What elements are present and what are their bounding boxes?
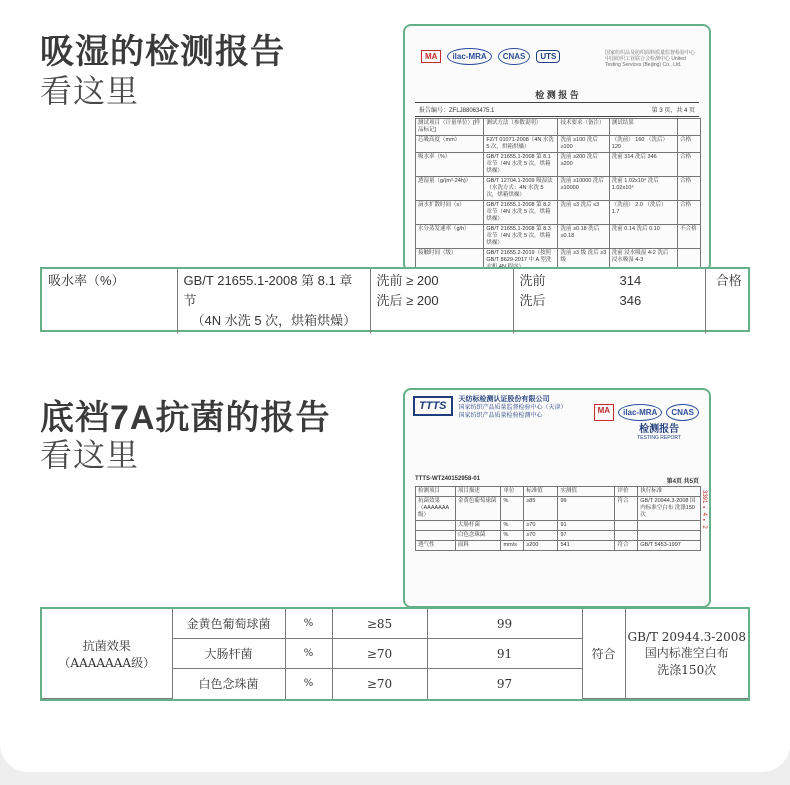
table-cell: GB/T 12704.1-2009 吸湿法（水洗方式：4N 水洗 5 次，烘箱烘燥）: [484, 177, 558, 201]
table-cell: 合格: [678, 136, 701, 153]
table-cell: 透气性: [416, 541, 456, 551]
requirement-after: 洗后 ≥ 200: [376, 293, 439, 308]
unit-cell: %: [285, 639, 332, 669]
zoom-table: [42, 269, 752, 333]
table-row: [416, 497, 701, 521]
table-cell: [615, 531, 638, 541]
ttts-logo: TTTS: [413, 396, 453, 416]
verdict-cell: 合格: [705, 269, 752, 333]
table-cell: GB/T 5453-1997: [638, 541, 701, 551]
table-cell: [638, 531, 701, 541]
table-cell: ≥200: [524, 541, 558, 551]
table-cell: 洗前 1.02x10⁴ 洗后 1.02x10⁴: [609, 177, 677, 201]
result-value: 314: [619, 273, 642, 288]
table-cell: 99: [558, 497, 615, 521]
table-cell: 技术要求（备注）: [558, 119, 609, 136]
org-name-3: 国家纺织产品质量检验检测中心: [458, 413, 543, 419]
table-cell: ≥70: [524, 521, 558, 531]
table-cell: 洗前 ≥0.18 洗后 ≥0.18: [558, 225, 609, 249]
table-cell: 芯吸高度（mm）: [416, 136, 484, 153]
table-cell: GB/T 21655.2-2019（按照 GB/T 8629-2017 中 A 型洗: [484, 249, 558, 273]
table-row: [416, 201, 701, 225]
table-cell: 洗前 浸水吸湿 4-2 洗后 浸水吸湿 4-3: [609, 249, 677, 273]
table-cell: 金黄色葡萄球菌: [455, 497, 501, 521]
table-cell: 测试项目（计量单位）[样品标记]: [416, 119, 484, 136]
section-subtitle: 看这里: [40, 437, 140, 473]
item-name: 抗菌效果: [82, 638, 131, 653]
report-title-cn: 检测报告: [639, 424, 680, 435]
report-title-en: TESTING REPORT: [637, 435, 681, 441]
table-row: [416, 225, 701, 249]
report-table: [415, 118, 701, 272]
report-header: [413, 396, 567, 420]
item-cell: 吸水率（%）: [42, 269, 177, 333]
table-cell: GB/T 20944.3-2008 国内标准空白布 洗涤150次: [638, 497, 701, 521]
report-meta: [415, 102, 699, 117]
table-cell: 透湿量（g/(m²·24h)）: [416, 177, 484, 201]
method-cell: [177, 269, 370, 333]
requirement-before: 洗前 ≥ 200: [376, 273, 439, 288]
method-text: GB/T 21655.1-2008 第 8.1 章: [183, 273, 353, 288]
ilac-logo: ilac-MRA: [447, 48, 491, 65]
table-cell: 标准值: [524, 487, 558, 497]
table-cell: 水分蒸发速率（g/h）: [416, 225, 484, 249]
table-cell: 单位: [501, 487, 524, 497]
report-title: 检 测 报 告: [535, 90, 579, 100]
cnas-logo: CNAS: [666, 404, 699, 421]
table-cell: 评价: [615, 487, 638, 497]
table-cell: 接触时间（级）: [416, 249, 484, 273]
table-cell: %: [501, 531, 524, 541]
table-cell: 洗前 0.14 洗后 0.10: [609, 225, 677, 249]
table-row: [416, 177, 701, 201]
certification-logos: [594, 404, 699, 421]
table-cell: 97: [558, 531, 615, 541]
table-cell: 检测项目: [416, 487, 456, 497]
table-cell: ≥70: [524, 531, 558, 541]
table-cell: 541: [558, 541, 615, 551]
section-subtitle: 看这里: [40, 73, 140, 109]
standard-desc: 国内标准空白布: [644, 645, 729, 660]
result-before-row: [520, 271, 699, 291]
table-cell: 实测值: [558, 487, 615, 497]
table-cell: 洗前 ≥10000 洗后 ≥10000: [558, 177, 609, 201]
table-cell: 洗前 ≥100 洗后 ≥100: [558, 136, 609, 153]
table-cell: 合格: [678, 201, 701, 225]
table-row: [416, 521, 701, 531]
table-cell: [638, 521, 701, 531]
table-row: [416, 531, 701, 541]
standard-cell: [625, 609, 748, 699]
organism-cell: 大肠杆菌: [172, 639, 285, 669]
item-grade: （AAAAAAA级）: [58, 655, 156, 670]
report-number: TTTS-WT240152958-01: [415, 476, 481, 482]
table-header: [416, 487, 701, 497]
org-name-2: 国家纺织产品质量监督检验中心（天津）: [458, 405, 567, 411]
table-cell: （洗前） 2.0 （洗后） 1.7: [609, 201, 677, 225]
table-cell: 执行标准: [638, 487, 701, 497]
table-cell: 测试方法（参数说明）: [484, 119, 558, 136]
table-row: [416, 153, 701, 177]
ma-logo: MA: [594, 404, 614, 421]
cnas-logo: CNAS: [498, 48, 531, 65]
table-cell: FZ/T 01071-2008（4N 水洗 5 次，烘箱烘燥）: [484, 136, 558, 153]
item-cell: [42, 609, 172, 699]
table-cell: 符合: [615, 497, 638, 521]
unit-cell: %: [285, 669, 332, 699]
table-row: [416, 136, 701, 153]
table-row: [42, 609, 748, 639]
table-header: [416, 119, 701, 136]
zoom-table: [42, 609, 748, 699]
table-cell: 测试结果: [609, 119, 677, 136]
table-cell: 洗前 ≥3 级 洗后 ≥3 级: [558, 249, 609, 273]
report-title: [637, 420, 681, 441]
table-cell: 合格: [678, 177, 701, 201]
zoomed-table-row: [40, 267, 750, 332]
side-stamp: 3391 ▪ 4 ▪ 2: [701, 490, 707, 529]
standard-value-cell: ≥70: [332, 639, 427, 669]
table-cell: 合格: [678, 153, 701, 177]
report-page: 第4页 共5页: [666, 479, 699, 485]
report-page: 第 3 页，共 4 页: [651, 108, 695, 114]
report-thumbnail: [403, 24, 711, 272]
result-label: 洗后: [519, 293, 546, 308]
table-cell: 滴水扩散时间（s）: [416, 201, 484, 225]
table-cell: GB/T 21655.1-2008 第 8.1 章节（4N 水洗 5 次，烘箱烘燥）: [484, 153, 558, 177]
zoomed-table: [40, 607, 750, 701]
table-row: [42, 269, 752, 333]
ma-logo: MA: [421, 50, 441, 63]
verdict-cell: 符合: [582, 609, 625, 699]
table-cell: [678, 119, 701, 136]
table-cell: [615, 521, 638, 531]
measured-value-cell: 91: [427, 639, 582, 669]
table-cell: %: [501, 497, 524, 521]
measured-value-cell: 99: [427, 609, 582, 639]
section-title: 吸湿的检测报告: [40, 33, 285, 71]
table-cell: 抗菌效果（AAAAAAA级）: [416, 497, 456, 521]
table-cell: ≥85: [524, 497, 558, 521]
table-cell: mm/s: [501, 541, 524, 551]
table-cell: 91: [558, 521, 615, 531]
report-table: [415, 486, 701, 551]
table-cell: 项目描述: [455, 487, 501, 497]
table-cell: GB/T 21655.1-2008 第 8.2 章节（4N 水洗 5 次，烘箱烘燥）: [484, 201, 558, 225]
table-cell: 洗前 ≥200 洗后 ≥200: [558, 153, 609, 177]
table-cell: （洗前） 160 （洗后） 120: [609, 136, 677, 153]
moisture-report-section: [0, 0, 790, 340]
standard-value-cell: ≥85: [332, 609, 427, 639]
unit-cell: %: [285, 609, 332, 639]
table-cell: GB/T 21655.1-2008 第 8.3 章节（4N 水洗 5 次，烘箱烘燥）: [484, 225, 558, 249]
report-thumbnail: [403, 388, 711, 608]
standard-wash: 洗涤150次: [657, 662, 717, 677]
table-cell: 洗前 314 洗后 346: [609, 153, 677, 177]
table-cell: 面料: [455, 541, 501, 551]
requirement-cell: [370, 269, 513, 333]
section-title: 底裆7A抗菌的报告: [40, 399, 331, 437]
uts-logo: UTS: [536, 50, 560, 63]
standard-value-cell: ≥70: [332, 669, 427, 699]
table-cell: [416, 521, 456, 531]
organism-cell: 白色念珠菌: [172, 669, 285, 699]
antibacterial-report-section: [0, 380, 790, 710]
certification-logos: [421, 48, 560, 65]
measured-value-cell: 97: [427, 669, 582, 699]
table-cell: 大肠杆菌: [455, 521, 501, 531]
table-cell: 符合: [615, 541, 638, 551]
ilac-logo: ilac-MRA: [618, 404, 662, 421]
table-cell: %: [501, 521, 524, 531]
result-value: 346: [619, 293, 642, 308]
organism-cell: 金黄色葡萄球菌: [172, 609, 285, 639]
table-cell: 吸水率（%）: [416, 153, 484, 177]
table-row: [416, 541, 701, 551]
org-name: 天纺标检测认证股份有限公司: [458, 396, 550, 403]
table-cell: 洗前 ≤3 洗后 ≤3: [558, 201, 609, 225]
org-block: [459, 396, 567, 420]
standard-code: GB/T 20944.3-2008: [627, 629, 746, 644]
result-label: 洗前: [519, 273, 546, 288]
table-cell: [416, 531, 456, 541]
method-text: 节: [183, 293, 197, 308]
table-cell: 白色念珠菌: [455, 531, 501, 541]
table-cell: 不合格: [678, 225, 701, 249]
report-number: 报告编号：ZFLJ88063475.1: [419, 108, 495, 114]
org-name: 国家纺织品及纺织面料质量监督检验中心 中国纺织工业联合会检测中心 United Testing Services (Beijing) Co., Ltd.: [605, 50, 696, 68]
result-after-row: [520, 291, 699, 311]
result-cell: [513, 269, 705, 333]
method-text: （4N 水洗 5 次，烘箱烘燥）: [191, 313, 357, 328]
